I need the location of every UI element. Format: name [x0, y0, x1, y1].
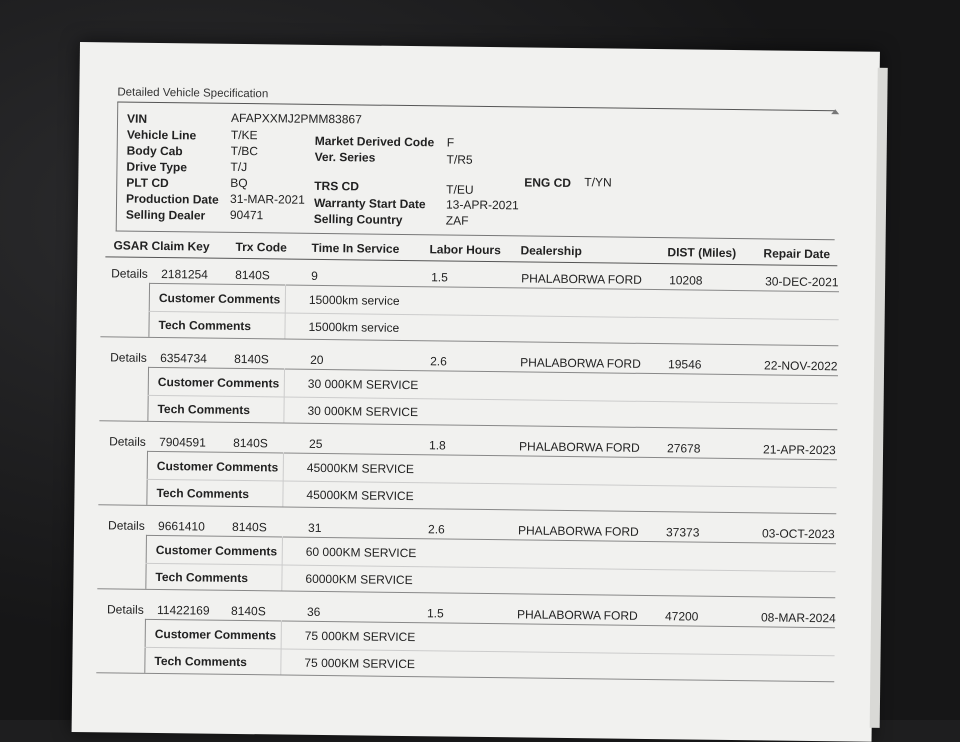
- spec-label-drive-type: Drive Type: [126, 159, 188, 175]
- customer-comments-label: Customer Comments: [158, 290, 281, 307]
- tech-comments-label: Tech Comments: [158, 317, 252, 334]
- details-link[interactable]: Details: [110, 350, 147, 365]
- spec-label-market-derived-code: Market Derived Code: [314, 133, 435, 150]
- record-divider: [149, 283, 839, 292]
- col-header-dist-miles: DIST (Miles): [667, 245, 737, 261]
- service-record: [94, 600, 835, 695]
- spec-value-warranty-start-date: 13-APR-2021: [445, 197, 519, 213]
- spec-value-plt-cd: BQ: [230, 175, 248, 191]
- distance: 10208: [669, 273, 703, 288]
- trx-code: 8140S: [230, 603, 266, 619]
- tech-comments-value: 15000km service: [308, 319, 400, 335]
- trx-code: 8140S: [234, 351, 269, 367]
- labor-hours: 1.8: [429, 438, 446, 453]
- comments-divider: [145, 647, 835, 656]
- dealership: PHALABORWA FORD: [517, 523, 639, 539]
- distance: 27678: [666, 441, 701, 456]
- tech-comments-value: 30 000KM SERVICE: [307, 403, 419, 420]
- tech-comments-label: Tech Comments: [154, 653, 247, 670]
- spec-value-ver-series: T/R5: [446, 152, 473, 167]
- document-title: Detailed Vehicle Specification: [117, 86, 269, 101]
- col-header-claim-key: GSAR Claim Key: [113, 238, 210, 254]
- col-header-time-in-service: Time In Service: [311, 240, 400, 256]
- spec-value-vin: AFAPXXMJ2PMM83867: [230, 110, 362, 127]
- customer-comments-label: Customer Comments: [156, 458, 279, 475]
- trx-code: 8140S: [233, 435, 268, 451]
- record-bottom-rule: [97, 588, 835, 598]
- customer-comments-value: 75 000KM SERVICE: [304, 628, 416, 645]
- trx-code: 8140S: [232, 519, 267, 535]
- dealership: PHALABORWA FORD: [520, 355, 641, 371]
- tech-comments-value: 45000KM SERVICE: [306, 487, 414, 504]
- spec-label-production-date: Production Date: [126, 191, 219, 207]
- service-record: [97, 348, 838, 443]
- time-in-service: 9: [311, 268, 318, 283]
- comments-column-divider: [281, 537, 283, 591]
- labor-hours: 1.5: [431, 270, 448, 285]
- record-divider: [145, 619, 835, 628]
- spec-label-warranty-start-date: Warranty Start Date: [313, 195, 426, 212]
- time-in-service: 20: [310, 352, 324, 367]
- spec-value-eng-cd: T/YN: [584, 175, 612, 190]
- printed-document: [72, 42, 880, 742]
- labor-hours: 2.6: [430, 354, 447, 369]
- service-record: [98, 264, 839, 359]
- details-link[interactable]: Details: [109, 434, 146, 449]
- claim-key: 7904591: [159, 434, 206, 450]
- service-record: [95, 516, 836, 611]
- labor-hours: 1.5: [426, 606, 444, 621]
- claim-key: 6354734: [160, 351, 207, 366]
- claim-key: 2181254: [161, 267, 208, 282]
- repair-date: 30-DEC-2021: [765, 274, 839, 290]
- spec-label-plt-cd: PLT CD: [126, 175, 169, 191]
- customer-comments-value: 30 000KM SERVICE: [307, 376, 419, 393]
- repair-date: 21-APR-2023: [762, 442, 836, 458]
- trx-code: 8140S: [235, 267, 270, 283]
- claim-key: 11422169: [156, 602, 210, 618]
- spec-value-drive-type: T/J: [230, 159, 248, 175]
- spec-label-selling-country: Selling Country: [313, 211, 403, 227]
- tech-comments-label: Tech Comments: [155, 569, 249, 586]
- spec-label-vin: VIN: [126, 111, 148, 126]
- comments-divider: [146, 563, 836, 572]
- spec-label-selling-dealer: Selling Dealer: [125, 207, 206, 223]
- comments-column-divider: [284, 285, 286, 339]
- details-link[interactable]: Details: [108, 518, 145, 533]
- customer-comments-value: 15000km service: [308, 292, 400, 308]
- vehicle-spec-box: [116, 102, 837, 240]
- tech-comments-value: 60000KM SERVICE: [305, 571, 413, 588]
- claim-key: 9661410: [158, 518, 205, 534]
- comments-divider: [148, 395, 838, 404]
- customer-comments-value: 45000KM SERVICE: [306, 460, 415, 477]
- comments-left-border: [144, 619, 146, 673]
- details-link[interactable]: Details: [111, 266, 148, 281]
- distance: 37373: [665, 525, 700, 540]
- spec-label-eng-cd: ENG CD: [524, 175, 572, 191]
- record-bottom-rule: [96, 672, 834, 682]
- record-divider: [147, 451, 837, 460]
- col-header-repair-date: Repair Date: [763, 246, 831, 262]
- record-bottom-rule: [98, 504, 836, 514]
- comments-column-divider: [282, 453, 284, 507]
- dealership: PHALABORWA FORD: [521, 271, 642, 287]
- comments-divider: [147, 479, 837, 488]
- spec-label-vehicle-line: Vehicle Line: [126, 127, 197, 143]
- details-link[interactable]: Details: [106, 602, 144, 617]
- dealership: PHALABORWA FORD: [519, 439, 640, 455]
- distance: 47200: [664, 609, 699, 624]
- col-header-dealership: Dealership: [520, 243, 582, 259]
- spec-value-selling-country: ZAF: [445, 213, 469, 228]
- repair-date: 03-OCT-2023: [761, 526, 835, 542]
- spec-value-trs-cd: T/EU: [446, 182, 474, 197]
- col-header-labor-hours: Labor Hours: [429, 242, 501, 258]
- dealership: PHALABORWA FORD: [516, 607, 638, 623]
- spec-value-vehicle-line: T/KE: [230, 127, 258, 143]
- time-in-service: 25: [309, 436, 323, 451]
- record-divider: [148, 367, 838, 376]
- record-bottom-rule: [100, 336, 838, 346]
- spec-label-trs-cd: TRS CD: [314, 178, 360, 194]
- tech-comments-label: Tech Comments: [156, 485, 250, 502]
- repair-date: 22-NOV-2022: [764, 358, 838, 374]
- customer-comments-label: Customer Comments: [154, 626, 277, 643]
- comments-left-border: [146, 451, 148, 505]
- labor-hours: 2.6: [427, 522, 445, 537]
- customer-comments-label: Customer Comments: [155, 542, 278, 559]
- spec-value-selling-dealer: 90471: [229, 207, 264, 223]
- col-header-trx-code: Trx Code: [235, 239, 287, 255]
- spec-label-body-cab: Body Cab: [126, 143, 183, 159]
- record-bottom-rule: [99, 420, 837, 430]
- spec-value-production-date: 31-MAR-2021: [230, 191, 305, 207]
- time-in-service: 36: [306, 604, 321, 619]
- customer-comments-label: Customer Comments: [157, 374, 280, 391]
- distance: 19546: [668, 357, 702, 372]
- time-in-service: 31: [307, 520, 322, 535]
- service-record: [96, 432, 837, 527]
- spec-label-ver-series: Ver. Series: [314, 149, 376, 165]
- repair-date: 08-MAR-2024: [760, 610, 836, 626]
- comments-divider: [149, 311, 839, 320]
- spec-value-body-cab: T/BC: [230, 143, 259, 159]
- customer-comments-value: 60 000KM SERVICE: [305, 544, 417, 561]
- tech-comments-label: Tech Comments: [157, 401, 251, 418]
- tech-comments-value: 75 000KM SERVICE: [304, 655, 416, 672]
- spec-value-market-derived-code: F: [446, 135, 455, 150]
- record-divider: [146, 535, 836, 544]
